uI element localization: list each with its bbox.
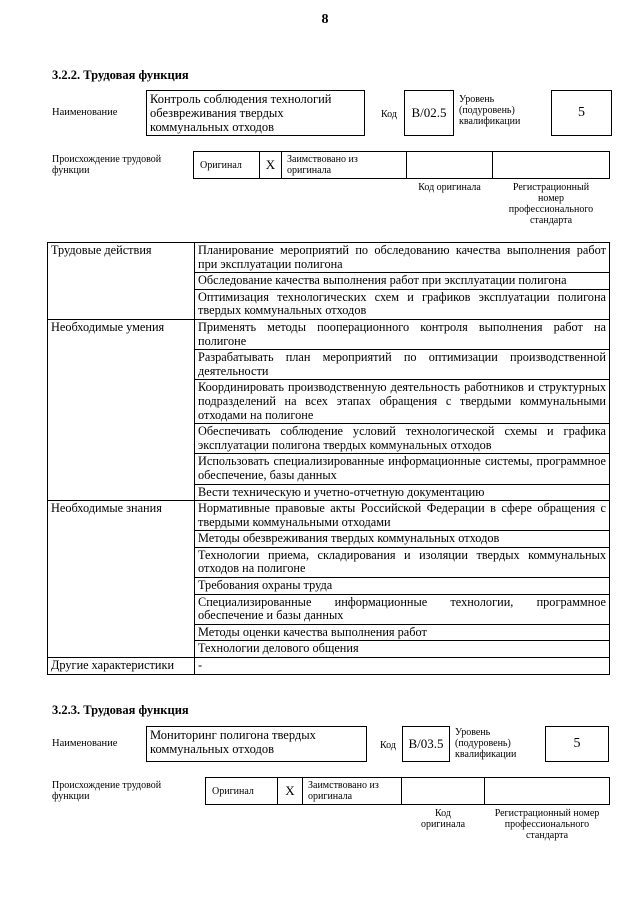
borrowed-label: Заимствовано из оригинала: [287, 154, 358, 176]
borrowed-cell: [281, 151, 407, 179]
code-box: [404, 90, 454, 136]
function-name: Контроль соблюдения технологий обезвреживания твердых коммунальных отходов: [150, 92, 332, 134]
level-label: Уровень (подуровень) квалификации: [455, 727, 517, 760]
table-cell: Применять методы пооперационного контроля выполнения работ на полигоне: [195, 319, 610, 349]
reg-number-cell: [484, 777, 610, 805]
code-value: B/02.5: [411, 105, 447, 120]
table-cell: Вести техническую и учетно-отчетную документацию: [195, 484, 610, 501]
borrowed-cell: [302, 777, 402, 805]
table-row: [48, 243, 610, 273]
name-label: Наименование: [52, 738, 118, 749]
code-label: Код: [380, 740, 396, 751]
function-details-table: [47, 242, 610, 675]
function-name-box: [146, 726, 367, 762]
original-mark: X: [259, 151, 282, 179]
name-label: Наименование: [52, 107, 118, 118]
table-cell: Обеспечивать соблюдение условий технологической схемы и графика эксплуатации полигона твердых коммунальных отходов: [195, 424, 610, 454]
origin-label: Происхождение трудовой функции: [52, 154, 162, 176]
table-cell: Обследование качества выполнения работ при эксплуатации полигона: [195, 273, 610, 290]
code-box: [402, 726, 450, 762]
original-cell: [205, 777, 278, 805]
table-cell: Технологии делового общения: [195, 641, 610, 658]
table-cell: Технологии приема, складирования и изоляции твердых коммунальных отходов на полигоне: [195, 547, 610, 577]
code-original-cell: [401, 777, 485, 805]
level-box: [551, 90, 612, 136]
level-label: Уровень (подуровень) квалификации: [459, 94, 521, 127]
table-cell: Координировать производственную деятельность работников и структурных подразделений на всех этапах обращения с твердыми коммунальными отходами на полигоне: [195, 380, 610, 424]
category-cell: Необходимые знания: [48, 501, 195, 658]
original-mark: X: [277, 777, 303, 805]
code-original-cell: [406, 151, 493, 179]
original-label: Оригинал: [200, 160, 242, 171]
table-cell: Специализированные информационные технологии, программное обеспечение и базы данных: [195, 594, 610, 624]
level-value: 5: [573, 736, 581, 751]
original-cell: [193, 151, 260, 179]
table-cell: -: [195, 658, 610, 675]
reg-number-cell: [492, 151, 610, 179]
section-title: 3.2.3. Трудовая функция: [52, 703, 189, 717]
borrowed-label: Заимствовано из оригинала: [308, 780, 379, 802]
function-name-box: [146, 90, 365, 136]
reg-number-caption: Регистрационный номер профессионального стандарта: [494, 808, 600, 841]
code-value: B/03.5: [408, 736, 444, 751]
code-label: Код: [381, 109, 397, 120]
section-title: 3.2.2. Трудовая функция: [52, 68, 189, 82]
category-cell: Трудовые действия: [48, 243, 195, 320]
table-row: [48, 501, 610, 531]
table-cell: Планирование мероприятий по обследованию качества выполнения работ при эксплуатации полигона: [195, 243, 610, 273]
page-number: 8: [321, 12, 329, 27]
reg-number-caption: Регистрационный номер профессионального стандарта: [508, 182, 594, 226]
table-cell: Оптимизация технологических схем и графиков эксплуатации полигона твердых коммунальных отходов: [195, 289, 610, 319]
table-row: [48, 319, 610, 349]
code-original-caption: Код оригинала: [420, 808, 466, 830]
table-cell: Требования охраны труда: [195, 578, 610, 595]
level-value: 5: [578, 105, 585, 120]
original-label: Оригинал: [212, 786, 254, 797]
origin-label: Происхождение трудовой функции: [52, 780, 162, 802]
category-cell: Необходимые умения: [48, 319, 195, 500]
table-cell: Методы оценки качества выполнения работ: [195, 624, 610, 641]
table-cell: Нормативные правовые акты Российской Федерации в сфере обращения с твердыми коммунальными отходами: [195, 501, 610, 531]
table-cell: Использовать специализированные информационные системы, программное обеспечение, базы данных: [195, 454, 610, 484]
category-cell: Другие характеристики: [48, 658, 195, 675]
code-original-caption: Код оригинала: [418, 182, 481, 193]
level-box: [545, 726, 609, 762]
table-cell: Методы обезвреживания твердых коммунальных отходов: [195, 531, 610, 548]
table-cell: Разрабатывать план мероприятий по оптимизации производственной деятельности: [195, 350, 610, 380]
table-row: [48, 658, 610, 675]
function-name: Мониторинг полигона твердых коммунальных отходов: [150, 728, 316, 756]
